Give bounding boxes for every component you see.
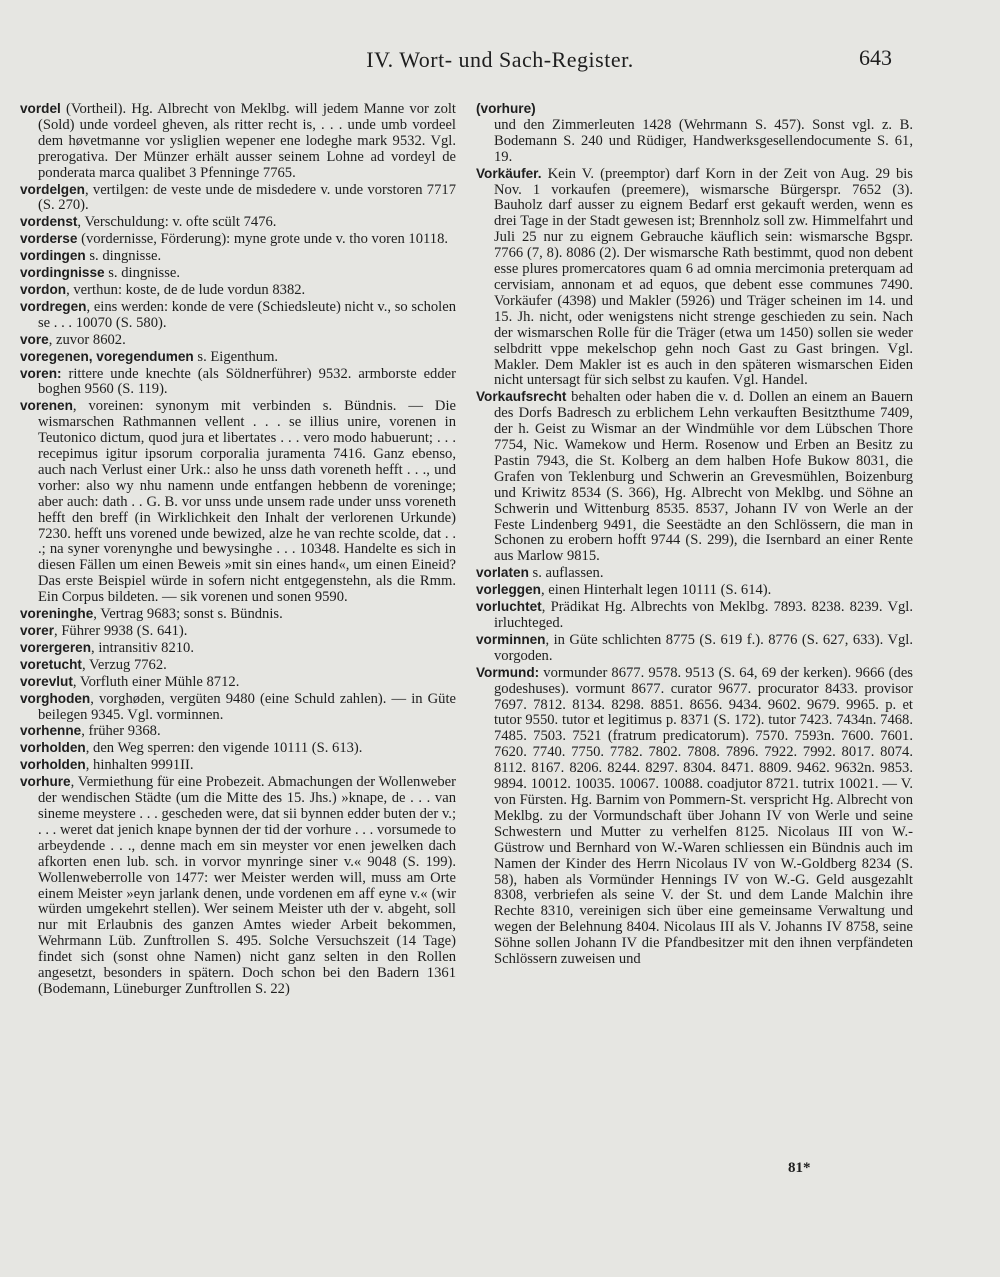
entry-headword: vorhure [20,774,71,790]
left-column [20,101,456,998]
index-entry [20,623,456,640]
index-entry [20,248,456,265]
index-entry [20,366,456,399]
index-entry [20,757,456,774]
entry-headword: vorergeren [20,639,92,655]
entry-headword: Vorkäufer. [476,165,542,181]
entry-text: , voreinen: synonym mit verbinden s. Bündnis. — Die wismarschen Rathmannen vellent . . . se illius unire, vorenen in Teutonico dictum, quod jura et libertates . . . vero modo habuerunt; . . . recepimus igitur ipsorum corporalia juramenta 7416. Ganz ebenso, auch nach Verlust einer Urk.: also he unss dath voreneth hefft . . ., und vorher: also wy nhu namenn unde entfangen hebbenn de voreninge; aber auch: dath . . G. B. vor unss unde unsem rade under unss voreneth hefft den breff (in Wirklichkeit den Inhalt der verlorenen Urkunde) 7230. hefft uns vorened unde bewized, alze he van rechte scolde, dat . . .; na syner vorenynghe und bewysinghe . . . 10348. Handelte es sich in diesen Fällen um einen Beweis »mit sin eines hand«, um einen Eineid? Das erste Beispiel würde in sofern nicht entgegenstehn, als die Rmm. Ein Corpus bildeten. — sik vorenen und sonen 9590. [38,398,456,606]
entry-text: , Vermiethung für eine Probezeit. Abmachungen der Wollenweber der wendischen Städte (um die Mitte des 15. Jhs.) »knape, de . . . van sineme meystere . . . gescheden were, dat sii bynnen edder buten der v.; . . . weret dat jenich knape bynnen der tid der vorhure . . . vorsumede to arbeydende . . ., denne mach em sin meyster vor enen jewelken dach afkorten enen lub. sch. in vorvor mynringe siner v.« 9048 (S. 199). Wollenweberrolle von 1477: wer Meister werden will, muss am Orte einem Meister »eyn jarlank denen, unde vordenen em aff eyne v.« (wir würden umgekehrt stellen). Wer seinem Meister uth der v. abgeht, soll nur mit Erlaubnis des ganzen Amtes wieder Arbeit bekommen, Wehrmann Lüb. Zunftrollen S. 495. Solche Versuchszeit (14 Tage) findet sich (sonst ohne Namen) nicht ganz selten in den Rollen angesetzt, besonders in spätern. Doch schon bei den Badern 1361 (Bodemann, Lüneburger Zunftrollen S. 22) [38,774,456,997]
index-entry [476,565,913,582]
entry-headword: vorevlut [20,673,73,689]
entry-text: rittere unde knechte (als Söldnerführer) 9532. armborste edder boghen 9560 (S. 119). [38,365,456,398]
index-entry [20,640,456,657]
index-entry [476,665,913,968]
sheet-signature: 81* [788,1160,811,1176]
index-entry [20,691,456,724]
index-entry [20,740,456,757]
index-entry [20,606,456,623]
entry-text: , Führer 9938 (S. 641). [54,623,188,639]
entry-text: , Verschuldung: v. ofte scült 7476. [77,214,277,231]
index-entry [20,101,456,182]
entry-text: s. dingnisse. [104,265,181,282]
entry-headword: vore [20,331,49,347]
entry-headword: vorghoden [20,690,91,706]
entry-headword: vordingnisse [20,265,105,281]
entry-headword: vordon [20,281,67,297]
entry-text: , Prädikat Hg. Albrechts von Meklbg. 7893. 8238. 8239. Vgl. irluchteged. [494,599,913,631]
entry-headword: vordel [20,101,61,116]
entry-text: , Vorfluth einer Mühle 8712. [72,673,240,690]
index-entry [476,582,913,599]
right-column [476,101,913,968]
entry-headword: voretucht [20,656,82,672]
entry-headword: voregenen, voregendumen [20,348,194,364]
page-header-title: IV. Wort- und Sach-Register. [366,47,634,72]
entry-text: (Vortheil). Hg. Albrecht von Meklbg. will jedem Manne vor zolt (Sold) unde vordeel gheven, als ritter recht is, . . . unde umb vordeel dem høvetmanne vor ysliglien wepener ene lodeghe mark 9532. Vgl. prerogativa. Der Münzer erhält ausser seinem Lohne ad vordeyl de ponderata marca qualibet 3 Pfenninge 7765. [38,101,456,181]
page-number: 643 [859,45,892,70]
index-entry [20,349,456,366]
entry-text: , Vertrag 9683; sonst s. Bündnis. [93,606,283,623]
entry-headword: vorhenne [20,723,82,739]
entry-headword: vorholden [20,740,86,756]
index-entry [20,214,456,231]
index-entry [20,182,456,215]
entry-headword: voren: [20,365,62,381]
entry-text: , verthun: koste, de de lude vordun 8382. [66,281,306,298]
entry-headword: vorderse [20,231,78,247]
entry-headword: vorholden [20,757,86,773]
entry-text: , früher 9368. [81,723,161,740]
entry-headword: vorlaten [476,565,529,581]
index-entry [20,265,456,282]
entry-headword: vorluchtet [476,599,542,615]
entry-headword: Vorkaufsrecht [476,389,567,405]
entry-headword: (vorhure) [476,101,536,116]
index-entry [20,674,456,691]
entry-text: , Verzug 7762. [81,656,167,673]
entry-headword: vorenen [20,398,73,414]
entry-text: , einen Hinterhalt legen 10111 (S. 614). [540,582,772,599]
entry-text: s. auflassen. [528,565,604,582]
entry-headword: vordenst [20,214,78,230]
index-entry [20,231,456,248]
entry-text: , vorghøden, vergüten 9480 (eine Schuld zahlen). — in Güte beilegen 9345. Vgl. vorminnen. [38,690,456,723]
entry-continuation: und den Zimmerleuten 1428 (Wehrmann S. 457). Sonst vgl. z. B. Bodemann S. 240 und Rüdiger, Handwerksgesellendocumente S. 61, 19. [494,116,913,165]
entry-text: , hinhalten 9991II. [85,757,194,774]
index-entry [20,723,456,740]
entry-headword: vorminnen [476,631,546,647]
index-entry [20,282,456,299]
index-entry [20,398,456,606]
entry-text: Kein V. (preemptor) darf Korn in der Zeit von Aug. 29 bis Nov. 1 vorkaufen (preemere), wismarsche Bürgerspr. 7652 (3). Bauholz darf ausser zu eignem Bedarf erst gekauft werden, wenn es drei Tage in der Stadt gewesen ist; Brennholz soll zw. Himmelfahrt und Juli 25 nur zu eignem Gebrauche käuflich sein: wismarsche Bgspr. 7766 (7, 8). 8086 (2). Der wismarsche Rath bestimmt, quod non debent esse plures promercatores quam 6 ad omnia mercimonia preterquam ad cervisiam, annonam et ad equos, que debent esse communes 7490. Vorkäufer (4398) und Makler (5926) und Träger scheinen im 14. und 15. Jh. nicht, oder wenigstens nicht strenge geschieden zu sein. Nach der wismarschen Rolle für die Träger (etwa um 1450) sollen sie weder selbdritt vppe mekelschop gehn noch Gast zu Gast bringen. Vgl. Makler. Dem Makler ist es auch in den späteren wismarschen Eiden nicht untersagt für sich selbst zu kaufen. Vgl. Handel. [494,165,913,389]
entry-text: (vordernisse, Förderung): myne grote unde v. tho voren 10118. [77,231,449,248]
entry-text: , vertilgen: de veste unde de misdedere v. unde vorstoren 7717 (S. 270). [38,181,456,214]
entry-text: s. dingnisse. [85,248,162,265]
index-entry [476,166,913,390]
index-entry [20,657,456,674]
entry-text: vormunder 8677. 9578. 9513 (S. 64, 69 der kerken). 9666 (des godeshuses). vormunt 8677. curator 9677. procurator 8433. provisor 7697. 7812. 8134. 8298. 8851. 8656. 9434. 9602. 9679. 9965. p. et tutor 9550. tutor et legitimus p. 8371 (S. 172). tutor 7423. 7434n. 7468. 7485. 7503. 7521 (fratrum predicatorum). 7570. 7593n. 7600. 7601. 7620. 7740. 7750. 7782. 7802. 7808. 7896. 7922. 7992. 8017. 8074. 8112. 8167. 8206. 8244. 8297. 8304. 8471. 8809. 9462. 9632n. 9853. 9894. 10012. 10035. 10067. 10088. coadjutor 8721. tutrix 10021. — V. von Fürsten. Hg. Barnim von Pommern-St. verspricht Hg. Albrecht von Meklbg. zu der Vormundschaft über Johann IV von Werle und seine Schwestern und Mutter zu verhelfen 8125. Nicolaus III von W.-Güstrow und Bernhard von W.-Waren schliessen ein Bündnis auch im Namen der Kinder des Herrn Nicolaus IV von W.-Goldberg 8234 (S. 58), haben als Vormünder Hennings IV von W.-G. Geld ausgezahlt 8308, verbriefen als seine V. der St. und dem Lande Malchin ihre Rechte 8310, vereinigen sich über eine gemeinsame Verwaltung und wegen der Belehnung 8404. Nicolaus III als V. Johanns IV 8758, seine Söhne sollen Johann IV die Pfandbesitzer mit den ihnen verpfändeten Schlössern zuweisen und [494,664,913,968]
index-entry [476,599,913,632]
index-entry [20,299,456,332]
entry-text: behalten oder haben die v. d. Dollen an einem an Bauern des Dorfs Badresch zu erblichem Lehn verkauften Besitzthume 7409, der h. Geist zu Wismar an der Windmühle vor dem Lübschen Thore 7754, Nic. Wamekow und Herm. Rosenow und Erben an Besitz zu Pastin 7943, die St. Kolberg an dem halben Hofe Bukow 8031, die Grafen von Teklenburg und Schwerin an Grevesmühlen, Boizenburg und Kriwitz 8534 (S. 366), Hg. Albrecht von Meklbg. und Söhne an Schwerin und Wittenburg 8535. 8537, Johann IV von Werle an der Feste Lindenberg 9491, die Seestädte an den Schlössern, die man in Schonen zu erobern hofft 9744 (S. 299), die Isernbard an einer Rente aus Marlow 9815. [494,389,913,565]
entry-headword: vorleggen [476,582,541,598]
entry-text: , eins werden: konde de vere (Schiedsleute) nicht v., so scholen se . . . 10070 (S. 580). [38,298,456,331]
entry-text: , zuvor 8602. [48,331,126,348]
entry-headword: Vormund: [476,664,540,680]
entry-text: s. Eigenthum. [193,348,279,365]
entry-headword: vordingen [20,248,86,264]
entry-headword: voreninghe [20,606,94,622]
entry-headword: vordregen [20,298,87,314]
entry-text: , intransitiv 8210. [91,639,194,656]
index-entry [476,632,913,665]
entry-text: , den Weg sperren: den vigende 10111 (S. 613). [85,740,363,757]
entry-text: , in Güte schlichten 8775 (S. 619 f.). 8776 (S. 627, 633). Vgl. vorgoden. [494,631,913,664]
index-entry [476,389,913,565]
index-entry [20,332,456,349]
index-entry [20,774,456,998]
entry-headword: vorer [20,623,55,638]
entry-headword: vordelgen [20,181,85,197]
index-entry [476,101,913,118]
